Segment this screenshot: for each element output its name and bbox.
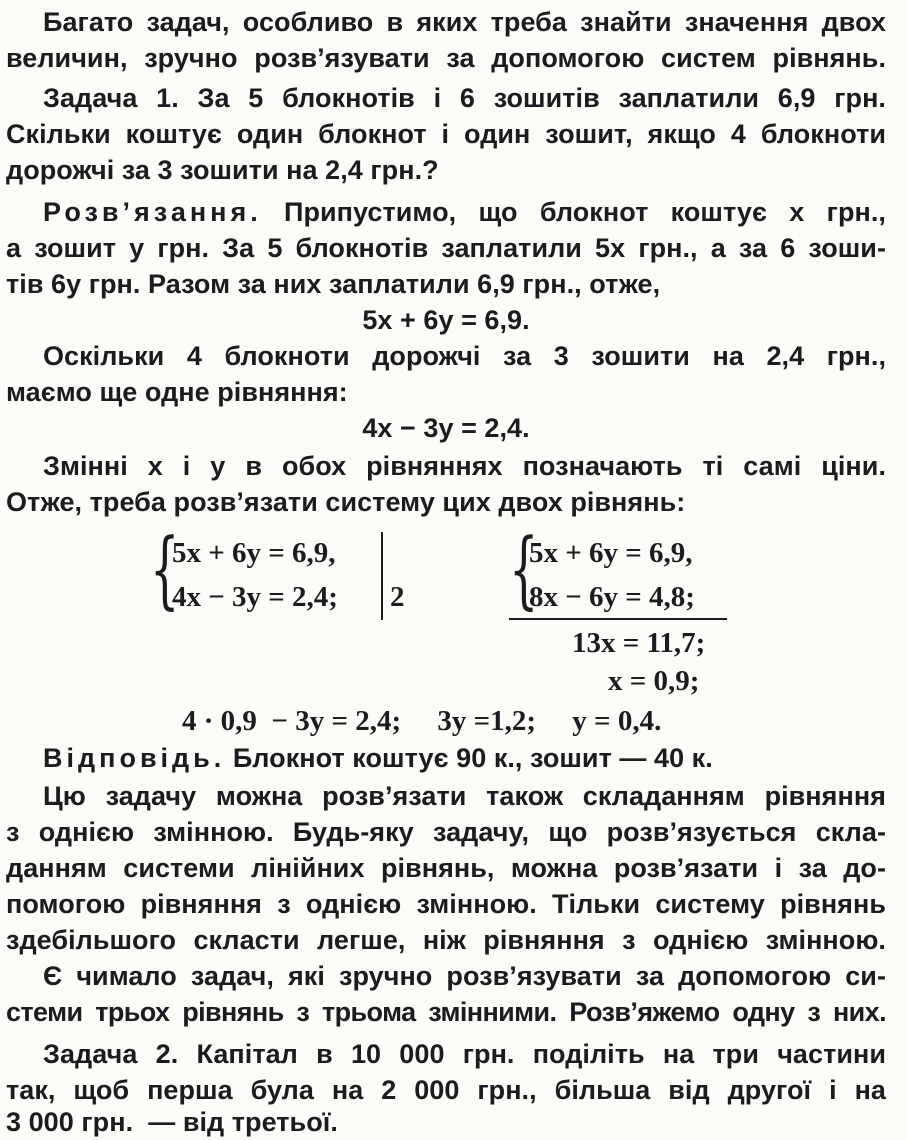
sum-equation: 13x = 11,7; <box>572 627 706 659</box>
solution-label: Розв’язання. <box>43 197 262 227</box>
x-result: x = 0,9; <box>608 665 700 697</box>
left-system-eq-1: 5x + 6y = 6,9, <box>172 537 336 569</box>
right-system-eq-1: 5x + 6y = 6,9, <box>529 537 693 569</box>
left-system-eq-2: 4x − 3y = 2,4; <box>172 581 338 613</box>
solution-line-5: маємо ще одне рівняння: <box>6 377 348 407</box>
task2-label: Задача 2. <box>43 1039 179 1069</box>
substitution-line: 4 · 0,9 − 3y = 2,4; 3y =1,2; y = 0,4. <box>182 705 662 737</box>
equation-2: 4x − 3y = 2,4. <box>362 413 530 443</box>
answer-label: Відповідь. <box>43 743 226 773</box>
left-system-brace: { <box>150 520 180 618</box>
right-system-eq-2: 8x − 6y = 4,8; <box>529 581 695 613</box>
solution-line-2: а зошит y грн. За 5 блокнотів заплатили 5x грн., а за 6 зоши- <box>6 233 886 263</box>
task2-line-2: так, щоб перша була на 2 000 грн., більша від другої і на <box>6 1075 886 1105</box>
paragraph3-line-1: Є чимало задач, які зручно розв’язувати за допомогою си- <box>43 961 886 991</box>
multiplier-value: 2 <box>390 581 405 613</box>
task2-line-3: 3 000 грн. — від третьої. <box>6 1107 338 1137</box>
task1-label: Задача 1. <box>43 83 179 113</box>
solution-text-1: Припустимо, що блокнот коштує x грн., <box>284 197 886 227</box>
solution-line-3: тів 6y грн. Разом за них заплатили 6,9 грн., отже, <box>6 269 661 299</box>
sum-line <box>509 618 727 620</box>
paragraph2-line-1: Цю задачу можна розв’язати також складанням рівняння <box>43 781 886 811</box>
task1-line-2: Скільки коштує один блокнот і один зошит, якщо 4 блокноти <box>6 119 886 149</box>
solution-line-1 <box>6 194 886 230</box>
answer-line <box>6 740 886 776</box>
task1-text-1: За 5 блокнотів і 6 зошитів заплатили 6,9 грн. <box>197 83 886 113</box>
solution-line-7: Отже, треба розв’язати систему цих двох рівнянь: <box>6 487 686 517</box>
solution-line-4: Оскільки 4 блокноти дорожчі за 3 зошити на 2,4 грн., <box>43 341 886 371</box>
equation-1: 5x + 6y = 6,9. <box>362 305 530 335</box>
answer-text: Блокнот коштує 90 к., зошит — 40 к. <box>232 743 713 773</box>
intro-line-2: величин, зручно розв’язувати за допомогою систем рівнянь. <box>6 43 886 73</box>
multiplier-divider <box>381 532 383 620</box>
paragraph2-line-2: з однією змінною. Будь-яку задачу, що розв’язується скла- <box>6 817 886 847</box>
paragraph3-line-2: стеми трьох рівнянь з трьома змінними. Розв’яжемо одну з них. <box>6 997 886 1027</box>
right-system-brace: { <box>509 520 539 618</box>
paragraph2-line-5: здебільшого скласти легше, ніж рівняння з однією змінною. <box>6 925 886 955</box>
paragraph2-line-4: помогою рівняння з однією змінною. Тільки систему рівнянь <box>6 889 886 919</box>
task1-line-3: дорожчі за 3 зошити на 2,4 грн.? <box>6 155 439 185</box>
intro-line-1: Багато задач, особливо в яких треба знайти значення двох <box>43 7 886 37</box>
task2-text-1: Капітал в 10 000 грн. поділіть на три частини <box>196 1039 886 1069</box>
task2-line-1 <box>6 1036 886 1072</box>
paragraph2-line-3: данням системи лінійних рівнянь, можна розв’язати і за до- <box>6 853 886 883</box>
solution-line-6: Змінні x і y в обох рівняннях позначають ті самі ціни. <box>43 451 886 481</box>
task1-line-1 <box>6 80 886 116</box>
